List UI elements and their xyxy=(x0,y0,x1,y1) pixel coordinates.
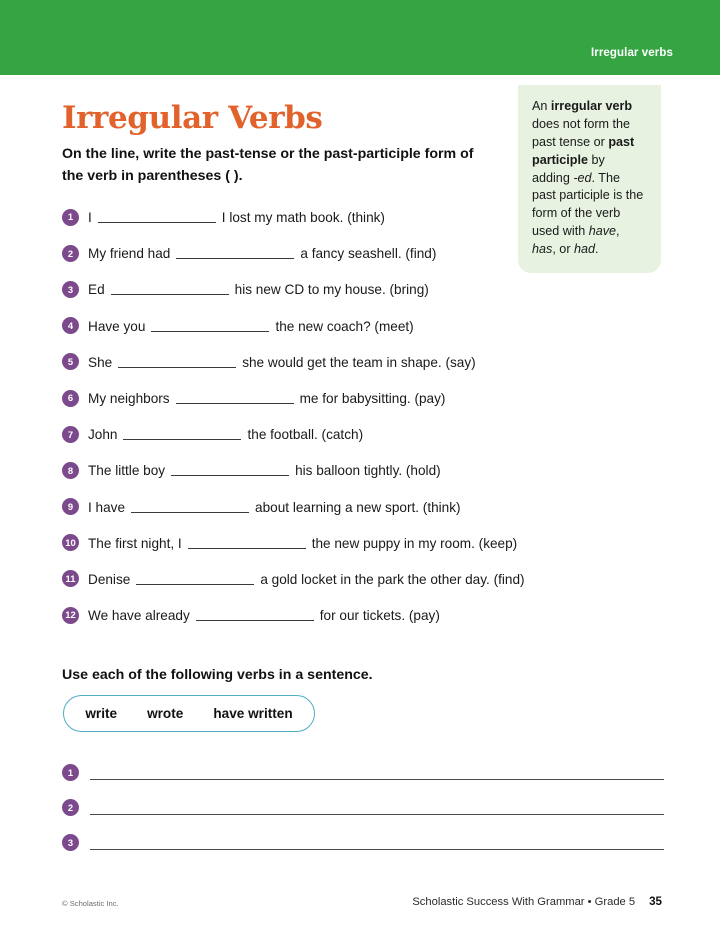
question-row xyxy=(62,525,682,561)
question-text xyxy=(88,390,445,406)
answer-number-badge: 3 xyxy=(62,834,79,851)
answer-blank[interactable] xyxy=(111,282,229,295)
question-prefix: Denise xyxy=(88,571,131,587)
question-prefix: My friend had xyxy=(88,246,171,262)
question-prefix: I have xyxy=(88,499,126,515)
question-row xyxy=(62,597,682,633)
instruction-text: On the line, write the past-tense or the past-participle form of the verb in parentheses ( ). xyxy=(62,146,474,184)
question-prefix: I xyxy=(88,210,92,226)
question-number-badge: 10 xyxy=(62,534,79,551)
answer-blank[interactable] xyxy=(151,319,269,332)
question-number-badge: 2 xyxy=(62,245,79,262)
question-suffix: she would get the team in shape. (say) xyxy=(242,354,476,370)
tip-text: An irregular verb does not form the past tense or past participle by adding -ed. The past participle is the form of the verb used with have, has, or had. xyxy=(532,99,644,256)
question-text xyxy=(88,607,440,623)
question-row xyxy=(62,452,682,488)
question-text xyxy=(88,354,476,370)
verb-word-box xyxy=(63,695,315,732)
question-text xyxy=(88,281,429,297)
answer-number-badge: 1 xyxy=(62,764,79,781)
answer-blank[interactable] xyxy=(171,463,289,476)
question-number-badge: 6 xyxy=(62,390,79,407)
question-prefix: She xyxy=(88,354,113,370)
page-title: Irregular Verbs xyxy=(62,100,323,136)
question-text xyxy=(88,209,385,225)
question-row xyxy=(62,416,682,452)
footer-copyright: © Scholastic Inc. xyxy=(62,899,119,908)
question-number-badge: 12 xyxy=(62,607,79,624)
question-row xyxy=(62,199,682,235)
answer-blank[interactable] xyxy=(98,210,216,223)
sentence-write-line[interactable] xyxy=(90,836,664,850)
header-section-label: Irregular verbs xyxy=(590,47,673,59)
footer-series-label: Scholastic Success With Grammar • Grade 5 xyxy=(412,896,636,908)
question-suffix: his balloon tightly. (hold) xyxy=(295,463,441,479)
question-row xyxy=(62,308,682,344)
question-prefix: Have you xyxy=(88,318,146,334)
answer-blank[interactable] xyxy=(123,427,241,440)
question-number-badge: 1 xyxy=(62,209,79,226)
question-suffix: I lost my math book. (think) xyxy=(221,210,385,226)
answer-blank[interactable] xyxy=(176,246,294,259)
answer-blank[interactable] xyxy=(188,536,306,549)
answer-row xyxy=(62,790,692,825)
answer-blank[interactable] xyxy=(136,572,254,585)
question-list xyxy=(62,199,682,633)
question-text xyxy=(88,499,461,515)
answer-line-list xyxy=(62,755,692,860)
worksheet-page xyxy=(0,75,720,935)
verb-word: wrote xyxy=(147,706,184,721)
question-row xyxy=(62,271,682,307)
question-suffix: his new CD to my house. (bring) xyxy=(234,282,429,298)
question-suffix: me for babysitting. (pay) xyxy=(299,391,446,407)
question-number-badge: 4 xyxy=(62,317,79,334)
question-row xyxy=(62,344,682,380)
question-row xyxy=(62,561,682,597)
question-text xyxy=(88,571,525,587)
question-prefix: My neighbors xyxy=(88,391,170,407)
sentence-write-line[interactable] xyxy=(90,766,664,780)
question-row xyxy=(62,380,682,416)
question-suffix: the new puppy in my room. (keep) xyxy=(311,535,518,551)
question-text xyxy=(88,245,436,261)
question-suffix: for our tickets. (pay) xyxy=(319,608,440,624)
answer-number-badge: 2 xyxy=(62,799,79,816)
verb-word: have written xyxy=(213,706,293,721)
question-prefix: The first night, I xyxy=(88,535,182,551)
page-header-bar xyxy=(0,0,720,75)
question-text xyxy=(88,318,414,334)
question-prefix: Ed xyxy=(88,282,105,298)
question-number-badge: 8 xyxy=(62,462,79,479)
question-suffix: the football. (catch) xyxy=(247,427,364,443)
sentence-write-line[interactable] xyxy=(90,801,664,815)
verb-word: write xyxy=(85,706,118,721)
question-text xyxy=(88,462,441,478)
footer-series xyxy=(412,895,662,908)
answer-row xyxy=(62,755,692,790)
page-number: 35 xyxy=(649,895,662,908)
answer-blank[interactable] xyxy=(131,500,249,513)
question-suffix: about learning a new sport. (think) xyxy=(255,499,461,515)
question-suffix: a fancy seashell. (find) xyxy=(300,246,437,262)
question-number-badge: 11 xyxy=(62,570,79,587)
question-row xyxy=(62,489,682,525)
question-prefix: We have already xyxy=(88,608,190,624)
question-number-badge: 9 xyxy=(62,498,79,515)
answer-row xyxy=(62,825,692,860)
answer-blank[interactable] xyxy=(118,355,236,368)
question-text xyxy=(88,426,363,442)
answer-blank[interactable] xyxy=(196,608,314,621)
question-suffix: a gold locket in the park the other day. (find) xyxy=(260,571,525,587)
question-row xyxy=(62,235,682,271)
answer-blank[interactable] xyxy=(176,391,294,404)
question-number-badge: 5 xyxy=(62,353,79,370)
question-suffix: the new coach? (meet) xyxy=(275,318,414,334)
question-number-badge: 3 xyxy=(62,281,79,298)
question-number-badge: 7 xyxy=(62,426,79,443)
question-prefix: John xyxy=(88,427,118,443)
question-text xyxy=(88,535,517,551)
part-two-subhead: Use each of the following verbs in a sentence. xyxy=(62,667,373,683)
question-prefix: The little boy xyxy=(88,463,166,479)
